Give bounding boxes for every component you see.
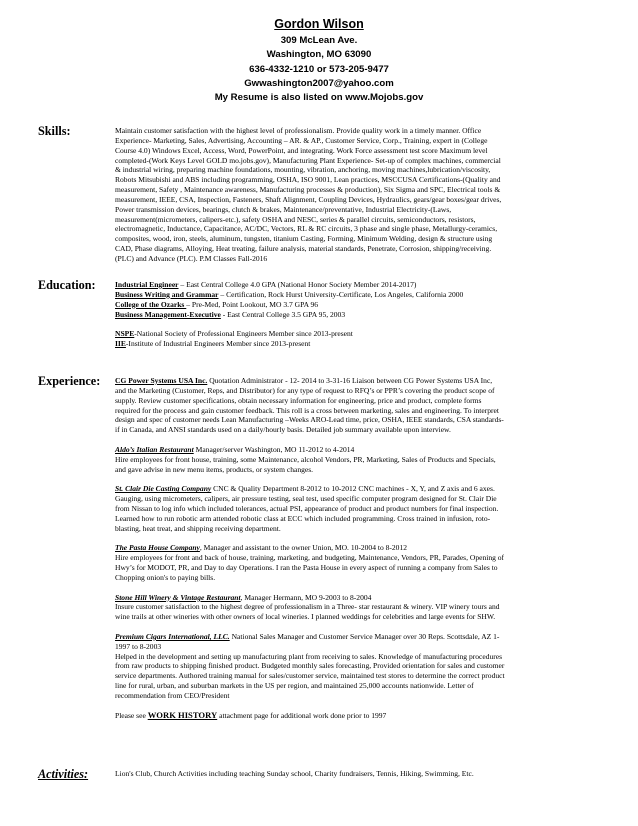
education-entry [115, 290, 608, 300]
job-company: Stone Hill Winery & Vintage Restaurant [115, 592, 241, 602]
work-history-note: Please see WORK HISTORY attachment page for additional work done prior to 1997 [115, 709, 387, 720]
skills-line: Robots Mitsubishi and ABS including programming, OSHA, ISO 9001, Lean practices, MSCCUSA Certifications-(Quality and [115, 175, 501, 185]
resume-header [0, 16, 638, 105]
skills-line: measurement(micrometers, calipers-etc.), safety OSHA and NESC, series & parallel circuits, semiconductors, resistors, [115, 214, 476, 224]
job-line: blasting, heat treat, and shipping receiving department. [115, 523, 281, 533]
job-company: Premium Cigars International, LLC. [115, 631, 230, 641]
degree-title: Industrial Engineer [115, 280, 179, 289]
phone-numbers: 636-4332-1210 or 573-205-9477 [249, 63, 389, 75]
skills-line: (PLC) and Advance (PLC). P.M Classes Fall-2016 [115, 253, 268, 263]
job-line: and gave advise in new menu items, products, or system changes. [115, 464, 314, 474]
skills-line: & industrial wiring, preparing machine foundations, mounting, vibration, anchoring, moving machines,lubrication/viscosity, [115, 165, 491, 175]
skills-body [115, 126, 608, 264]
job-line: Stone Hill Winery & Vintage Restaurant, Manager Hermann, MO 9-2003 to 8-2004 [115, 592, 372, 602]
skills-line: Course 4.0) Windows Excel, Access, Word, PowerPoint, and integrating. Work Force assessment test score Maximum level [115, 145, 488, 155]
degree-detail: - East Central College 3.5 GPA 95, 2003 [220, 309, 346, 319]
job-line: CG Power Systems USA Inc. Quotation Administrator - 12- 2014 to 3-31-16 Liaison between CG Power Systems USA Inc, [115, 376, 493, 385]
job-line: recommendation from CEO/President [115, 691, 230, 700]
job-line: supply. Review customer specifications, obtain necessary information for engineering, price and product, complete forms [115, 395, 482, 405]
skills-label: Skills: [38, 124, 71, 138]
job-company: The Pasta House Company [115, 543, 200, 553]
job-line: Hire employees for front house, training, some Maintenance, alcohol Vendors, PR, Marketing, Sales of Products and Specials, [115, 454, 496, 464]
job-line: from raw products to shipping finished product. Budgeted monthly sales forecasting, Provided orientation for sales and customer [115, 661, 505, 671]
activities-label: Activities: [38, 767, 89, 781]
experience-label: Experience: [38, 374, 101, 388]
skills-line: Maintain customer satisfaction with the highest level of professionalism. Provide quality work in a timely manner. Office [115, 126, 482, 135]
skills-line: CAD, Phase diagrams, Alloying, Heat treating, failure analysis, material standards, Penetrate, Corrosion, shipping/receiving. [115, 244, 492, 254]
email-address[interactable]: Gwwashington2007@yahoo.com [244, 77, 394, 89]
job-line: Helped in the development and setting up manufacturing plant from receiving to sales. Knowledge of manufacturing procedures [115, 651, 503, 661]
degree-title: College of the Ozarks [115, 299, 187, 309]
skills-line: Power transmission devices, bearings, clutch & brakes, Maintenance/preventative, Industrial Electricity-(Laws, [115, 204, 452, 214]
education-label: Education: [38, 278, 96, 292]
degree-title: Business Management-Executive [115, 309, 221, 319]
mojobs-note: My Resume is also listed on www.Mojobs.gov [214, 92, 424, 104]
membership-detail: -National Society of Professional Engineers Member since 2013-present [134, 329, 353, 339]
job-line: Learned how to run robotic arm attended robotic class at ECC which included programming. Cross trained in infusion, roto- [115, 513, 491, 523]
education-entry [115, 310, 608, 320]
job-line: Gauging, using micrometers, calipers, air pressure testing, seal test, used specific computer program designed for St. Clair Die [115, 494, 497, 504]
membership-org: NSPE [115, 329, 135, 339]
education-body [115, 280, 608, 349]
experience-body [115, 376, 608, 721]
skills-line: composites, wood, iron, steels, aluminum, tungsten, titanium Casting, Forming, Minimum Welding, design & structure using [115, 234, 493, 244]
membership-entry [115, 329, 608, 339]
membership-entry [115, 339, 608, 349]
membership-detail: -Institute of Industrial Engineers Member since 2013-present [125, 339, 311, 349]
job-line: wine trails at other wineries with other owners of local wineries. I planned weddings for celebrities and large events for SHW. [115, 612, 496, 622]
address-line-2: Washington, MO 63090 [266, 49, 372, 61]
skills-line: Experience- Marketing, Sales, Advertising, Accounting – AR. & AP., Customer Service, Corp., Training, expert in (College [115, 135, 488, 145]
candidate-name: Gordon Wilson [274, 17, 364, 31]
skills-line: measurement, IEEE, CSA, Inspection, Fasteners, Shaft Alignment, Coupling Devices, Hydraulics, gears/gear boxes/gear drives, [115, 194, 502, 204]
job-line: Premium Cigars International, LLC. National Sales Manager and Customer Service Manager over 30 Reps. Scottsdale, AZ 1- [115, 631, 500, 641]
job-company: Aldo’s Italian Restaurant [115, 444, 194, 454]
job-line: Chopping onion's to paying bills. [115, 572, 216, 582]
job-line: from Nissan to log info which included tolerances, actual PSI, appearance of product and product numbers for final inspection. [115, 503, 499, 513]
education-entry [115, 280, 608, 290]
job-line: design and spec of customer needs Lean Manufacturing –Weeks ARO-Lead time, price, OSHA, IEEE standards, CSA standards- [115, 415, 504, 425]
job-line: 1997 to 8-2003 [115, 641, 162, 651]
education-entry [115, 300, 608, 310]
activities-body [115, 769, 608, 779]
skills-line: completed-(Work Keys Level GOLD mo.jobs.gov), Manufacturing Plant Experience- Set-up of complex machines, commercial [115, 155, 501, 165]
job-line: required for the process and gain customer feedback. This roll is a cross between marketing, sales and engineering. To interpret [115, 405, 499, 415]
job-line: Hwy’s for MODOT, PR, and Day to day Operations. I ran the Pasta House in every aspect of running a company from Sales to [115, 563, 498, 573]
job-line: Hire employees for front and back of house, training, marketing, and budgeting, Maintenance, Vendors, PR, Parades, Opening of [115, 553, 505, 563]
job-company: CG Power Systems USA Inc. [115, 376, 208, 385]
activities-text: Lion's Club, Church Activities including teaching Sunday school, Charity fundraisers, Tennis, Hiking, Swimming, Etc. [115, 769, 474, 778]
job-line: Insure customer satisfaction to the highest degree of professionalism in a Three- star restaurant & winery. VIP winery tours and [115, 602, 500, 612]
degree-detail: – East Central College 4.0 GPA (National Honor Society Member 2014-2017) [178, 280, 417, 289]
skills-line: electromagnetic, Inductance, Capacitance, AC/DC, Vectors, RL & RC circuits, 3 phase and single phase, Metallurgy-ceramics, [115, 224, 498, 234]
job-line: and the Marketing (Customer, Reps, and Distributor) for any type of request to RFQ’s or PPR’s covering the product scope of [115, 385, 495, 395]
job-line: line for rural, urban, and suburban markets in the US per region, and maintained 25,000 accounts nationwide. Letter of [115, 681, 474, 691]
degree-detail: – Pre-Med, Point Lookout, MO 3.7 GPA 96 [186, 299, 319, 309]
job-line: service departments. Authored training manual for sales/customer service, maintained test stores to determine the correct product [115, 671, 505, 681]
job-line: The Pasta House Company, Manager and assistant to the owner Union, MO. 10-2004 to 8-2012 [115, 543, 407, 553]
membership-org: IIE [115, 339, 126, 349]
job-line: Aldo’s Italian Restaurant Manager/server Washington, MO 11-2012 to 4-2014 [115, 444, 355, 454]
work-history-link[interactable]: WORK HISTORY [147, 709, 218, 720]
degree-title: Business Writing and Grammar [115, 289, 219, 299]
job-line: if in Canada, and ANSI standards used on a daily/hourly basis. Detailed job summary available upon interview. [115, 425, 451, 435]
job-company: St. Clair Die Casting Company [115, 484, 212, 494]
skills-line: measurement, Safety , Maintenance awareness, Manufacturing processes & production), Six Sigma and SPC, Electrical tools & [115, 185, 501, 195]
job-line: St. Clair Die Casting Company CNC & Quality Department 8-2012 to 10-2012 CNC machines - X, Y, and Z axis and 6 axes. [115, 484, 495, 494]
address-line-1: 309 McLean Ave. [280, 35, 358, 46]
degree-detail: – Certification, Rock Hurst University-Certificate, Los Angeles, California 2000 [218, 289, 464, 299]
